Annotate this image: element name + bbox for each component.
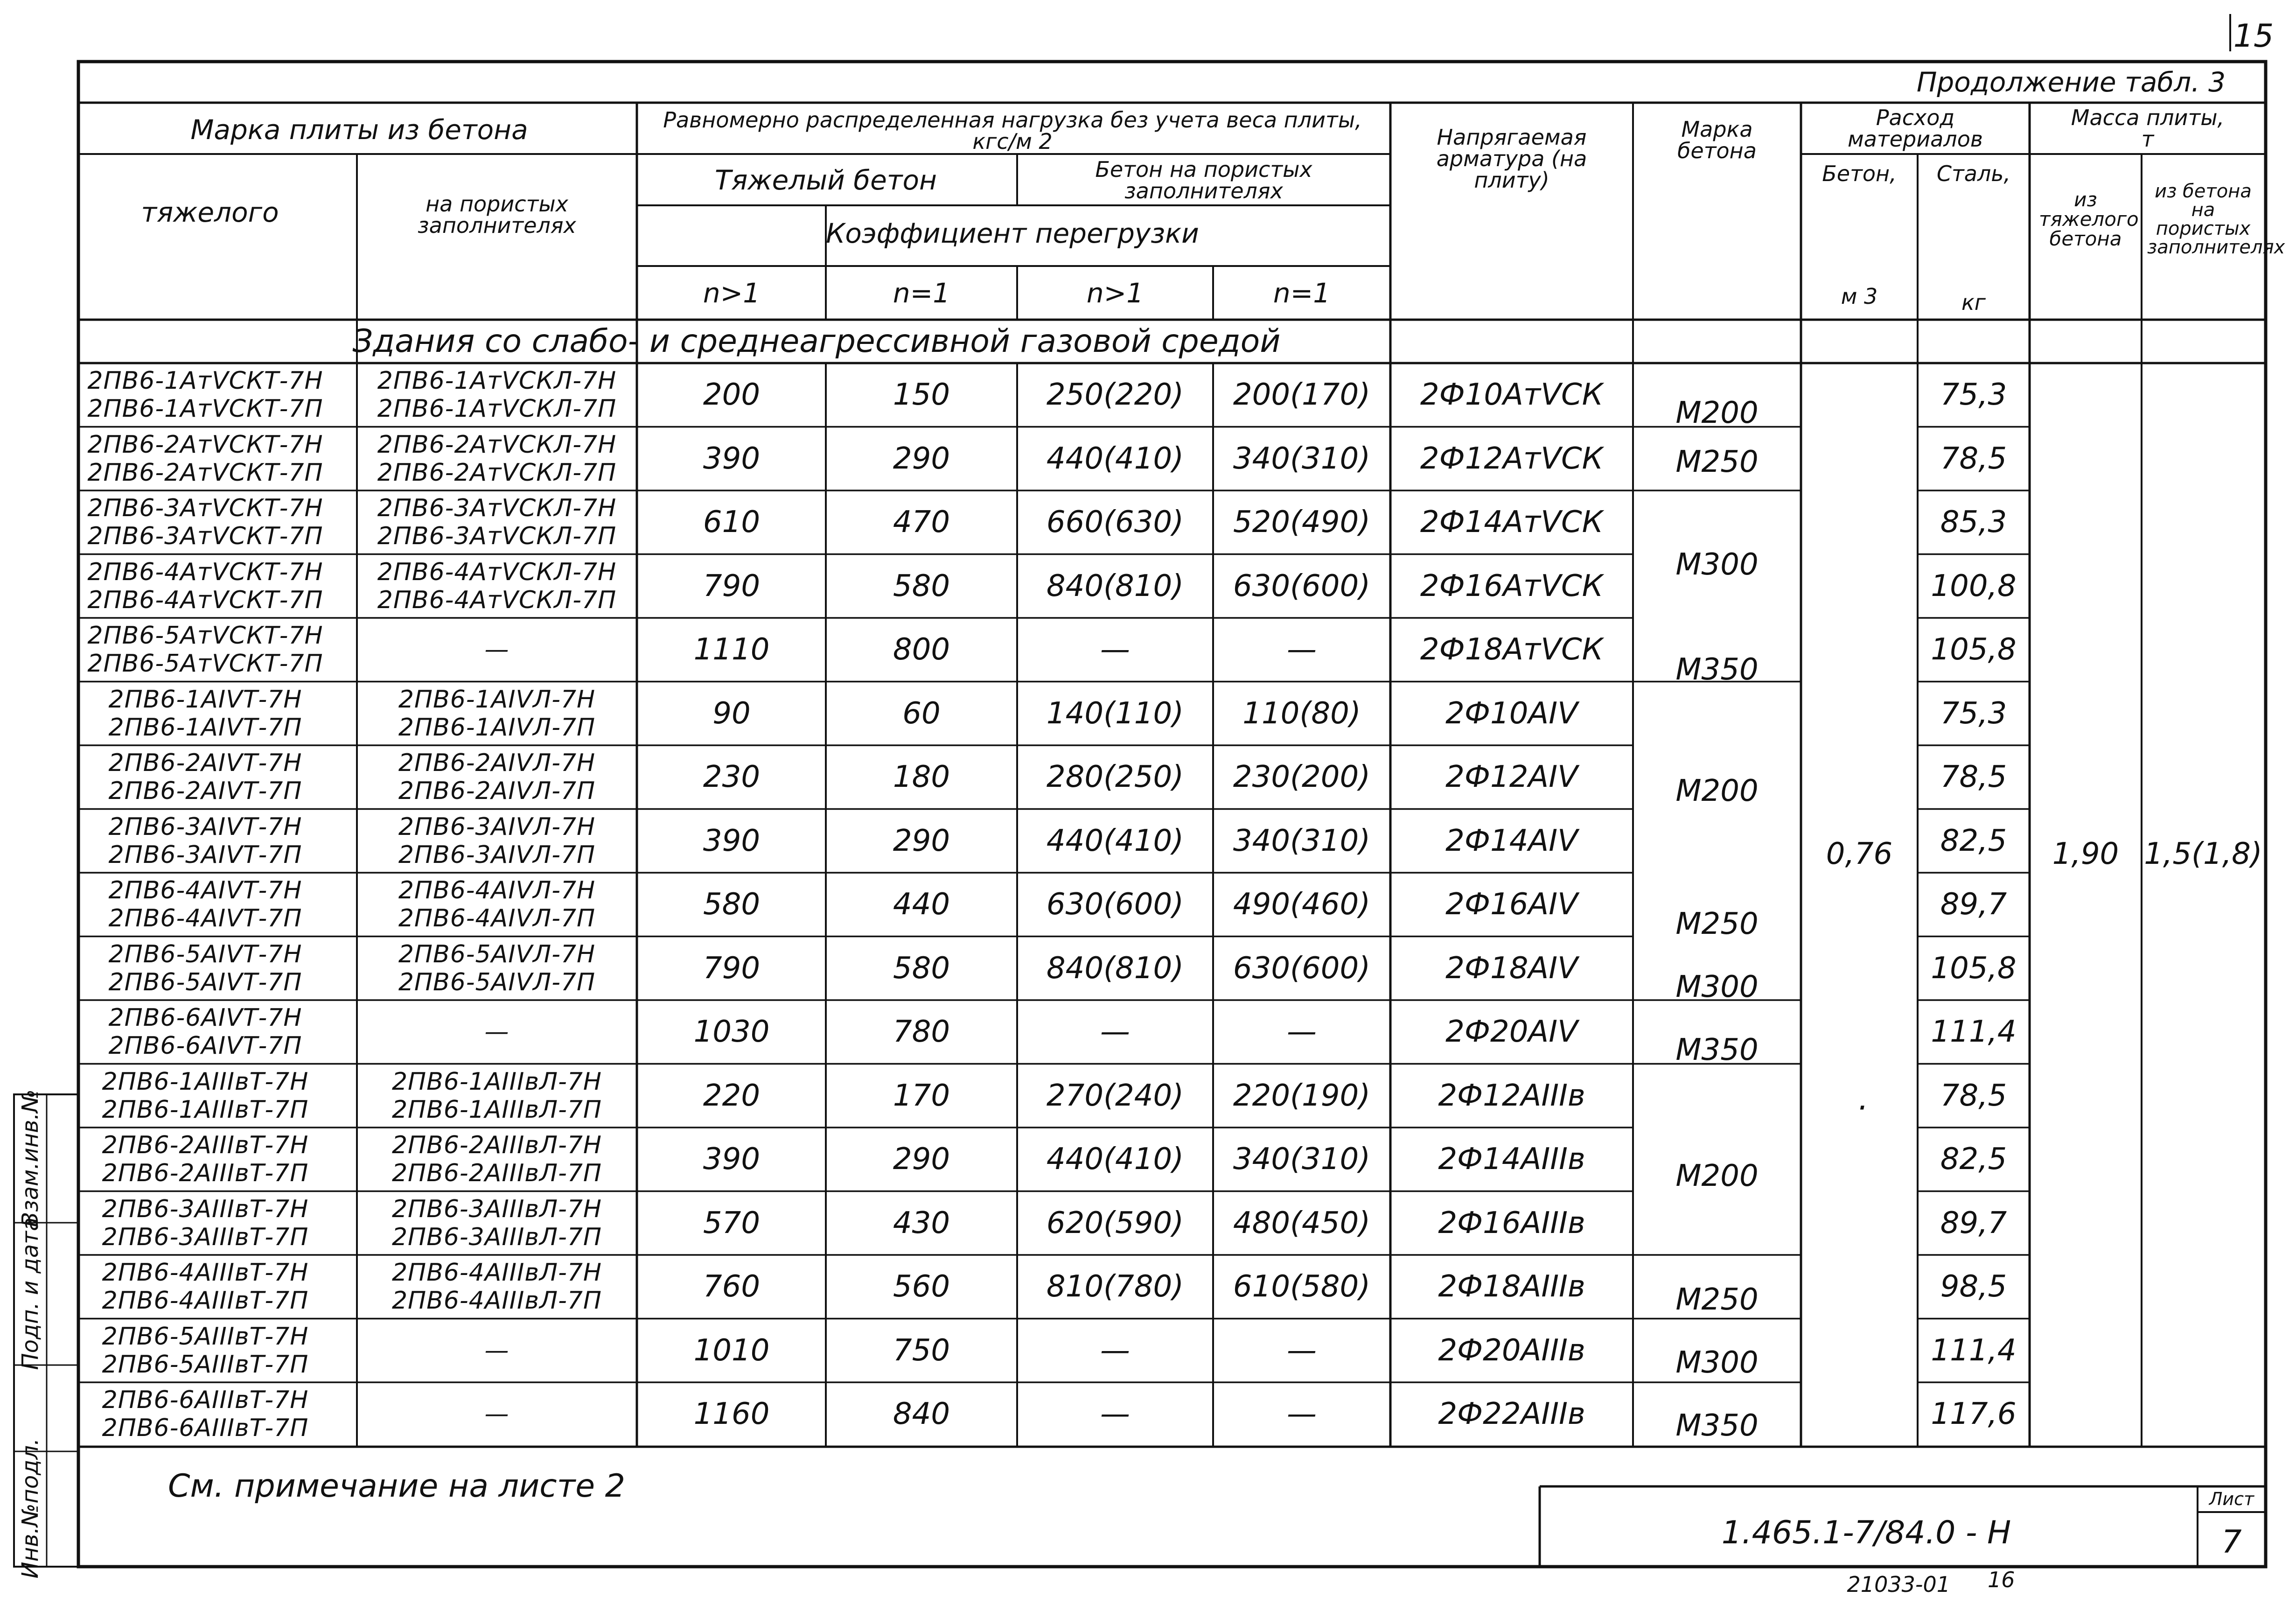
mark-porous-2: 2ПВ6-1АтVСКЛ-7П [377,395,617,423]
header-mark: Марка плиты из бетона [190,114,528,146]
steel-usage: 111,4 [1931,1333,2017,1368]
mark-heavy-1: 2ПВ6-5АтVСКТ-7Н [87,622,323,650]
reinforcement: 2Ф18АIV [1445,951,1578,986]
load-porous-n-eq1: 220(190) [1233,1078,1371,1113]
stamp-sign-date: Подп. и дата [17,1217,43,1370]
load-heavy-n-eq1: 750 [893,1333,950,1368]
load-heavy-n-gt1: 1160 [693,1397,770,1432]
mark-porous-1: 2ПВ6-2АтVСКЛ-7Н [377,430,617,459]
load-heavy-n-gt1: 200 [703,378,761,413]
header-porous-concrete: Бетон на пористых заполнителях [1095,157,1312,203]
concrete-volume-value: 0,76 [1826,837,1893,871]
load-heavy-n-gt1: 1030 [693,1015,770,1050]
mark-heavy-2: 2ПВ6-2АтVСКТ-7П [87,458,323,487]
load-heavy-n-eq1: 150 [893,378,950,413]
header-n-eq1-a: n=1 [893,277,950,309]
mark-heavy-1: 2ПВ6-3АтVСКТ-7Н [87,494,323,523]
load-porous-n-gt1: — [1100,1015,1130,1050]
load-heavy-n-eq1: 470 [893,505,950,540]
load-heavy-n-eq1: 60 [902,696,941,731]
grade-g12: М350 [1675,1408,1759,1443]
mark-heavy-1: 2ПВ6-5АIVТ-7Н [108,940,302,968]
load-heavy-n-eq1: 170 [893,1078,950,1113]
load-porous-n-gt1: 440(410) [1046,1142,1184,1177]
mark-heavy-1: 2ПВ6-1АтVСКТ-7Н [87,367,323,395]
mark-porous-1: 2ПВ6-4АIVЛ-7Н [398,876,596,905]
mark-heavy-1: 2ПВ6-4АIIIвТ-7Н [102,1259,309,1287]
header-porous: на пористых заполнителях [418,191,576,238]
mark-heavy-1: 2ПВ6-1АIVТ-7Н [108,685,302,714]
load-heavy-n-gt1: 230 [703,760,761,795]
header-heavy: тяжелого [141,196,279,228]
reinforcement: 2Ф20АIV [1445,1015,1578,1050]
grade-g11: М300 [1675,1345,1759,1380]
load-porous-n-gt1: 280(250) [1046,760,1184,795]
load-porous-n-gt1: 270(240) [1046,1078,1184,1113]
header-concrete-grade: Марка бетона [1677,117,1757,163]
steel-usage: 105,8 [1931,632,2017,667]
reinforcement: 2Ф18АтVСК [1420,632,1604,667]
load-heavy-n-gt1: 390 [703,1142,761,1177]
archive-number: 21033-01 [1847,1572,1950,1597]
mark-porous-2: 2ПВ6-2АIIIвЛ-7П [391,1159,602,1188]
load-porous-n-eq1: 630(600) [1233,951,1371,986]
footer-note: См. примечание на листе 2 [168,1468,626,1505]
load-porous-n-gt1: — [1100,1333,1130,1368]
reinforcement: 2Ф12АтVСК [1420,441,1604,476]
mark-heavy-2: 2ПВ6-2АIVТ-7П [108,777,302,806]
load-porous-n-gt1: 620(590) [1046,1205,1184,1240]
grade-g9: М200 [1675,1159,1759,1193]
load-porous-n-eq1: — [1287,1015,1317,1050]
mark-porous-2: 2ПВ6-1АIIIвЛ-7П [391,1095,602,1124]
grade-g10: М250 [1675,1282,1759,1317]
mark-porous-1: — [484,1336,509,1365]
load-porous-n-eq1: 480(450) [1233,1205,1371,1240]
mark-heavy-1: 2ПВ6-6АIIIвТ-7Н [102,1386,309,1415]
steel-usage: 78,5 [1940,760,2007,795]
mark-heavy-2: 2ПВ6-6АIVТ-7П [108,1032,302,1060]
page-number: 15 [2233,18,2274,55]
mark-heavy-1: 2ПВ6-1АIIIвТ-7Н [102,1067,309,1096]
load-heavy-n-gt1: 580 [703,887,761,922]
steel-usage: 78,5 [1940,441,2007,476]
load-heavy-n-gt1: 610 [703,505,761,540]
mark-heavy-2: 2ПВ6-3АIIIвТ-7П [102,1223,309,1251]
archive-page: 16 [1988,1567,2015,1592]
sheet-label: Лист [2209,1489,2254,1509]
load-porous-n-gt1: 840(810) [1046,568,1184,603]
mark-heavy-2: 2ПВ6-5АIVТ-7П [108,968,302,996]
mark-porous-2: 2ПВ6-3АтVСКЛ-7П [377,522,617,551]
load-porous-n-eq1: 340(310) [1233,823,1371,858]
mark-porous-2: 2ПВ6-4АIVЛ-7П [398,904,596,933]
mark-porous-2: 2ПВ6-1АIVЛ-7П [398,713,596,742]
mark-heavy-1: 2ПВ6-2АIVТ-7Н [108,749,302,777]
load-porous-n-eq1: — [1287,1397,1317,1432]
reinforcement: 2Ф14АIV [1445,823,1578,858]
load-heavy-n-eq1: 290 [893,441,950,476]
mark-porous-1: 2ПВ6-5АIVЛ-7Н [398,940,596,968]
load-heavy-n-gt1: 1110 [693,632,770,667]
load-heavy-n-eq1: 780 [893,1015,950,1050]
reinforcement: 2Ф12АIV [1445,760,1578,795]
load-porous-n-eq1: 340(310) [1233,1142,1371,1177]
mark-heavy-2: 2ПВ6-4АIVТ-7П [108,904,302,933]
load-heavy-n-gt1: 760 [703,1269,761,1304]
reinforcement: 2Ф22АIIIв [1438,1397,1585,1432]
load-heavy-n-eq1: 580 [893,951,950,986]
mark-porous-2: 2ПВ6-2АтVСКЛ-7П [377,458,617,487]
mark-heavy-2: 2ПВ6-4АIIIвТ-7П [102,1287,309,1315]
continuation-label: Продолжение табл. 3 [1916,66,2226,98]
load-porous-n-gt1: — [1100,632,1130,667]
steel-usage: 89,7 [1940,1205,2007,1240]
grade-g3: М300 [1675,547,1759,582]
mark-porous-1: 2ПВ6-1АIIIвЛ-7Н [391,1067,602,1096]
steel-usage: 75,3 [1940,378,2007,413]
mark-porous-2: 2ПВ6-5АIVЛ-7П [398,968,596,996]
stamp-inv-orig: Инв.№подл. [17,1438,43,1579]
steel-usage: 98,5 [1940,1269,2007,1304]
grade-g1: М200 [1675,396,1759,430]
mass-porous-value: 1,5(1,8) [2144,837,2262,871]
steel-usage: 78,5 [1940,1078,2007,1113]
load-porous-n-eq1: 230(200) [1233,760,1371,795]
header-mass-porous: из бетона на пористых заполнителях [2147,181,2285,258]
header-heavy-concrete: Тяжелый бетон [715,164,937,196]
load-heavy-n-gt1: 570 [703,1205,761,1240]
concrete-volume-dot: · [1856,1090,1867,1127]
steel-usage: 89,7 [1940,887,2007,922]
mark-heavy-2: 2ПВ6-5АтVСКТ-7П [87,650,323,678]
load-porous-n-eq1: 490(460) [1233,887,1371,922]
grade-g7: М300 [1675,970,1759,1004]
mass-heavy-value: 1,90 [2052,837,2119,871]
mark-heavy-2: 2ПВ6-5АIIIвТ-7П [102,1350,309,1379]
reinforcement: 2Ф16АтVСК [1420,568,1604,603]
header-mass-heavy: из тяжелого бетона [2039,188,2139,250]
mark-porous-1: 2ПВ6-1АтVСКЛ-7Н [377,367,617,395]
steel-usage: 111,4 [1931,1015,2017,1050]
steel-usage: 75,3 [1940,696,2007,731]
load-porous-n-gt1: 440(410) [1046,441,1184,476]
load-porous-n-gt1: 630(600) [1046,887,1184,922]
mark-heavy-1: 2ПВ6-4АтVСКТ-7Н [87,558,323,586]
steel-usage: 82,5 [1940,1142,2007,1177]
mark-heavy-1: 2ПВ6-3АIVТ-7Н [108,813,302,841]
load-heavy-n-eq1: 440 [893,887,950,922]
mark-porous-2: 2ПВ6-3АIVЛ-7П [398,841,596,869]
header-reinforcement: Напрягаемая арматура (на плиту) [1436,125,1587,193]
mark-heavy-2: 2ПВ6-6АIIIвТ-7П [102,1414,309,1443]
mark-porous-2: 2ПВ6-3АIIIвЛ-7П [391,1223,602,1251]
mark-porous-2: 2ПВ6-4АтVСКЛ-7П [377,586,617,614]
reinforcement: 2Ф10АIV [1445,696,1578,731]
mark-porous-1: — [484,1018,509,1046]
load-heavy-n-gt1: 1010 [693,1333,770,1368]
steel-usage: 100,8 [1931,568,2017,603]
steel-usage: 82,5 [1940,823,2007,858]
load-porous-n-eq1: 520(490) [1233,505,1371,540]
mark-heavy-2: 2ПВ6-2АIIIвТ-7П [102,1159,309,1188]
header-load: Равномерно распределенная нагрузка без учета веса плиты, кгс/м 2 [663,107,1362,154]
mark-heavy-1: 2ПВ6-5АIIIвТ-7Н [102,1322,309,1351]
header-unit-m3: м 3 [1841,284,1878,309]
grade-g5: М200 [1675,774,1759,808]
mark-porous-1: 2ПВ6-4АтVСКЛ-7Н [377,558,617,586]
load-heavy-n-gt1: 390 [703,823,761,858]
sheet-number: 7 [2221,1524,2242,1561]
load-porous-n-gt1: 440(410) [1046,823,1184,858]
load-heavy-n-gt1: 90 [712,696,751,731]
load-porous-n-eq1: 630(600) [1233,568,1371,603]
reinforcement: 2Ф16АIIIв [1438,1205,1585,1240]
header-n-eq1-b: n=1 [1273,277,1331,309]
section-title: Здания со слабо- и среднеагрессивной газовой средой [352,323,1281,360]
reinforcement: 2Ф16АIV [1445,887,1578,922]
load-porous-n-eq1: — [1287,1333,1317,1368]
reinforcement: 2Ф14АтVСК [1420,505,1604,540]
load-porous-n-eq1: — [1287,632,1317,667]
mark-porous-1: 2ПВ6-2АIVЛ-7Н [398,749,596,777]
load-porous-n-gt1: 660(630) [1046,505,1184,540]
mark-porous-2: 2ПВ6-2АIVЛ-7П [398,777,596,806]
mark-porous-1: 2ПВ6-4АIIIвЛ-7Н [391,1259,602,1287]
load-heavy-n-eq1: 290 [893,823,950,858]
load-heavy-n-eq1: 560 [893,1269,950,1304]
load-heavy-n-eq1: 580 [893,568,950,603]
grade-g2: М250 [1675,445,1759,479]
reinforcement: 2Ф18АIIIв [1438,1269,1585,1304]
load-heavy-n-eq1: 840 [893,1397,950,1432]
header-overload: Коэффициент перегрузки [826,217,1199,249]
mark-heavy-2: 2ПВ6-1АIIIвТ-7П [102,1095,309,1124]
reinforcement: 2Ф12АIIIв [1438,1078,1585,1113]
steel-usage: 85,3 [1940,505,2007,540]
header-mass: Масса плиты, т [2071,105,2225,152]
load-porous-n-eq1: 200(170) [1233,378,1371,413]
load-heavy-n-eq1: 290 [893,1142,950,1177]
reinforcement: 2Ф20АIIIв [1438,1333,1585,1368]
mark-porous-2: 2ПВ6-4АIIIвЛ-7П [391,1287,602,1315]
header-concrete: Бетон, [1822,161,1897,186]
header-materials: Расход материалов [1848,105,1983,152]
mark-heavy-2: 2ПВ6-3АIVТ-7П [108,841,302,869]
mark-heavy-1: 2ПВ6-2АтVСКТ-7Н [87,430,323,459]
grade-g8: М350 [1675,1033,1759,1067]
mark-porous-1: 2ПВ6-2АIIIвЛ-7Н [391,1131,602,1160]
mark-porous-1: — [484,636,509,664]
reinforcement: 2Ф14АIIIв [1438,1142,1585,1177]
mark-heavy-2: 2ПВ6-1АIVТ-7П [108,713,302,742]
steel-usage: 117,6 [1931,1397,2017,1432]
load-heavy-n-eq1: 430 [893,1205,950,1240]
grade-g6: М250 [1675,907,1759,941]
grade-g4: М350 [1675,652,1759,687]
mark-heavy-1: 2ПВ6-3АIIIвТ-7Н [102,1195,309,1223]
load-porous-n-gt1: — [1100,1397,1130,1432]
load-heavy-n-gt1: 390 [703,441,761,476]
steel-usage: 105,8 [1931,951,2017,986]
header-n-gt1-a: n>1 [703,277,761,309]
mark-porous-1: 2ПВ6-3АIVЛ-7Н [398,813,596,841]
mark-porous-1: — [484,1400,509,1429]
load-heavy-n-gt1: 790 [703,568,761,603]
load-porous-n-eq1: 340(310) [1233,441,1371,476]
mark-heavy-1: 2ПВ6-6АIVТ-7Н [108,1004,302,1032]
mark-heavy-2: 2ПВ6-1АтVСКТ-7П [87,395,323,423]
load-porous-n-gt1: 250(220) [1046,378,1184,413]
load-porous-n-gt1: 810(780) [1046,1269,1184,1304]
load-heavy-n-eq1: 800 [893,632,950,667]
header-steel: Сталь, [1936,161,2011,186]
load-porous-n-gt1: 140(110) [1046,696,1184,731]
load-porous-n-eq1: 610(580) [1233,1269,1371,1304]
load-heavy-n-eq1: 180 [893,760,950,795]
mark-heavy-2: 2ПВ6-3АтVСКТ-7П [87,522,323,551]
mark-porous-1: 2ПВ6-3АIIIвЛ-7Н [391,1195,602,1223]
header-unit-kg: кг [1961,290,1986,315]
load-porous-n-eq1: 110(80) [1242,696,1361,731]
mark-porous-1: 2ПВ6-1АIVЛ-7Н [398,685,596,714]
load-heavy-n-gt1: 790 [703,951,761,986]
load-porous-n-gt1: 840(810) [1046,951,1184,986]
stamp-replace-inv: Взам.инв.№ [17,1089,43,1227]
mark-heavy-2: 2ПВ6-4АтVСКТ-7П [87,586,323,614]
load-heavy-n-gt1: 220 [703,1078,761,1113]
mark-heavy-1: 2ПВ6-4АIVТ-7Н [108,876,302,905]
reinforcement: 2Ф10АтVСК [1420,378,1604,413]
mark-heavy-1: 2ПВ6-2АIIIвТ-7Н [102,1131,309,1160]
mark-porous-1: 2ПВ6-3АтVСКЛ-7Н [377,494,617,523]
header-n-gt1-b: n>1 [1086,277,1144,309]
document-code: 1.465.1-7/84.0 - Н [1721,1514,2011,1551]
